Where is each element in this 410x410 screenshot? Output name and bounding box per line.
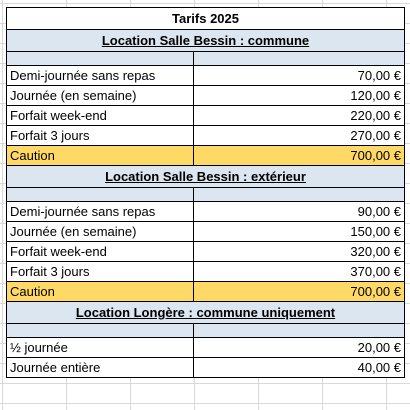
row-label-cell[interactable]: Journée (en semaine) (7, 86, 194, 106)
row-price-cell[interactable]: 40,00 € (194, 358, 405, 378)
table-row (7, 126, 405, 146)
section-spacer-row (7, 52, 405, 66)
caution-price-cell[interactable]: 700,00 € (194, 282, 405, 302)
table-row (7, 338, 405, 358)
table-row (7, 202, 405, 222)
price-table (6, 7, 405, 378)
table-row (7, 222, 405, 242)
table-row (7, 262, 405, 282)
spacer-cell[interactable] (7, 52, 194, 66)
caution-label-cell[interactable]: Caution (7, 282, 194, 302)
row-price-cell[interactable]: 120,00 € (194, 86, 405, 106)
row-price-cell[interactable]: 370,00 € (194, 262, 405, 282)
title-row (7, 8, 405, 30)
row-label-cell[interactable]: ½ journée (7, 338, 194, 358)
row-price-cell[interactable]: 270,00 € (194, 126, 405, 146)
spacer-cell[interactable] (7, 188, 194, 202)
table-row (7, 242, 405, 262)
row-label-cell[interactable]: Forfait 3 jours (7, 126, 194, 146)
row-price-cell[interactable]: 220,00 € (194, 106, 405, 126)
row-price-cell[interactable]: 70,00 € (194, 66, 405, 86)
table-row (7, 358, 405, 378)
caution-row (7, 146, 405, 166)
section-heading-row (7, 30, 405, 52)
spacer-cell[interactable] (7, 324, 194, 338)
row-label-cell[interactable]: Forfait week-end (7, 242, 194, 262)
row-label-cell[interactable]: Forfait 3 jours (7, 262, 194, 282)
row-label-cell[interactable]: Demi-journée sans repas (7, 66, 194, 86)
table-row (7, 106, 405, 126)
row-price-cell[interactable]: 150,00 € (194, 222, 405, 242)
section-heading-row (7, 166, 405, 188)
section-heading-row (7, 302, 405, 324)
section-heading-longere[interactable]: Location Longère : commune uniquement (7, 302, 405, 324)
row-label-cell[interactable]: Forfait week-end (7, 106, 194, 126)
section-spacer-row (7, 324, 405, 338)
caution-price-cell[interactable]: 700,00 € (194, 146, 405, 166)
table-row (7, 66, 405, 86)
caution-row (7, 282, 405, 302)
row-price-cell[interactable]: 90,00 € (194, 202, 405, 222)
row-price-cell[interactable]: 20,00 € (194, 338, 405, 358)
row-label-cell[interactable]: Demi-journée sans repas (7, 202, 194, 222)
table-row (7, 86, 405, 106)
section-heading-bessin-commune[interactable]: Location Salle Bessin : commune (7, 30, 405, 52)
table-title[interactable]: Tarifs 2025 (7, 8, 405, 30)
caution-label-cell[interactable]: Caution (7, 146, 194, 166)
spacer-cell[interactable] (194, 52, 405, 66)
spacer-cell[interactable] (194, 188, 405, 202)
section-heading-bessin-exterieur[interactable]: Location Salle Bessin : extérieur (7, 166, 405, 188)
row-price-cell[interactable]: 320,00 € (194, 242, 405, 262)
spacer-cell[interactable] (194, 324, 405, 338)
row-label-cell[interactable]: Journée entière (7, 358, 194, 378)
section-spacer-row (7, 188, 405, 202)
row-label-cell[interactable]: Journée (en semaine) (7, 222, 194, 242)
